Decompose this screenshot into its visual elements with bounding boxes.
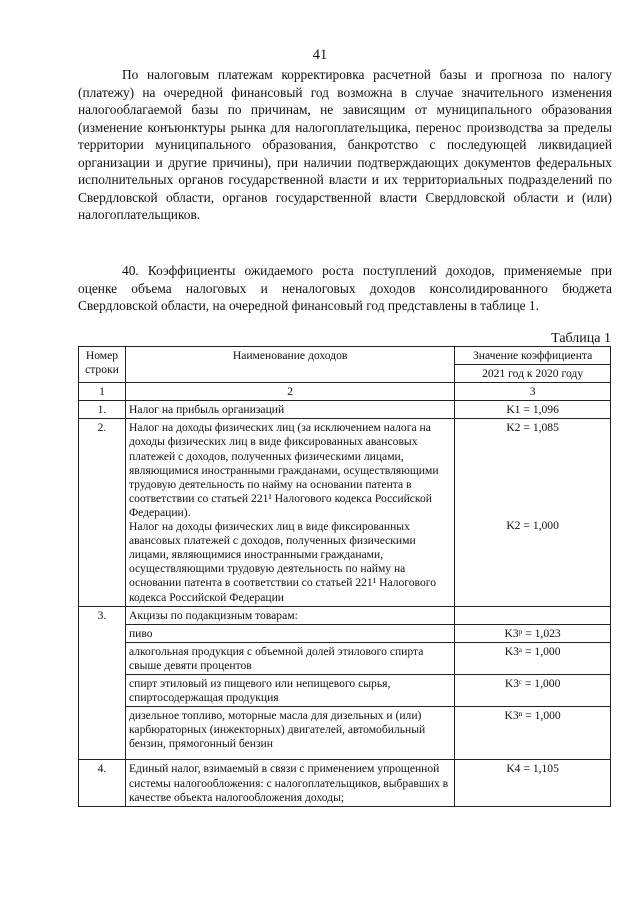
- header-coefficient-value: Значение коэффициента: [455, 347, 611, 365]
- coefficient-value: K4 = 1,105: [455, 760, 611, 806]
- income-name: [125, 419, 454, 606]
- table-header-row: [79, 347, 611, 365]
- table-row: [79, 760, 611, 806]
- income-name: Единый налог, взимаемый в связи с применением упрощенной системы налогообложения: с налогоплательщиков, выбравших в качестве объекта налогообложения доходы;: [125, 760, 454, 806]
- table-subrow: [79, 624, 611, 642]
- coefficient-value: K1 = 1,096: [455, 401, 611, 419]
- coefficient-value-b: K2 = 1,000: [506, 519, 559, 533]
- row-number: 3.: [79, 606, 126, 760]
- table-row: [79, 419, 611, 606]
- index-col-2: 2: [125, 383, 454, 401]
- header-year-ratio: 2021 год к 2020 году: [455, 365, 611, 383]
- coefficient-value: [455, 419, 611, 606]
- table-index-row: [79, 383, 611, 401]
- income-name: спирт этиловый из пищевого или непищевого сырья, спиртосодержащая продукция: [125, 674, 454, 706]
- table-subrow: [79, 707, 611, 760]
- income-name-part-b: Налог на доходы физических лиц в виде фиксированных авансовых платежей с доходов, полученных физическими лицами, являющимися иностранными гражданами, осуществляющими трудовую деятельность по найму на основании патента в соответствии со статьей 221¹ Налогового кодекса Российской Федерации: [128, 520, 437, 604]
- coefficient-value: K3ᵖ = 1,023: [455, 624, 611, 642]
- header-income-name: Наименование доходов: [125, 347, 454, 383]
- coefficients-table: [78, 346, 611, 807]
- income-name-part-a: Налог на доходы физических лиц (за исключением налога на доходы физических лиц в виде фиксированных авансовых платежей с доходов, полученных физическими лицами, являющимися иностранными гражданами, осуществляющими трудовую деятельность по найму на основании патента в соответствии со статьей 221¹ Налогового кодекса Российской Федерации).: [128, 421, 439, 519]
- income-name: дизельное топливо, моторные масла для дизельных и (или) карбюраторных (инжекторных) двигателей, автомобильный бензин, прямогонный бензин: [125, 707, 454, 760]
- header-row-number: Номер строки: [79, 347, 126, 383]
- table-subrow: [79, 642, 611, 674]
- row-number: 1.: [79, 401, 126, 419]
- coefficient-value: K3ᵃ = 1,000: [455, 642, 611, 674]
- income-name: Налог на прибыль организаций: [125, 401, 454, 419]
- table-caption: Таблица 1: [551, 331, 611, 346]
- row-number: 4.: [79, 760, 126, 806]
- table-subrow: [79, 674, 611, 706]
- income-name: пиво: [125, 624, 454, 642]
- income-name: Акцизы по подакцизным товарам:: [125, 606, 454, 624]
- coefficient-value: K3ᶜ = 1,000: [455, 674, 611, 706]
- table-row: [79, 401, 611, 419]
- paragraph-coefficients-intro: 40. Коэффициенты ожидаемого роста поступлений доходов, применяемые при оценке объема налоговых и неналоговых доходов консолидированного бюджета Свердловской области, на очередной финансовый год представлены в таблице 1.: [78, 263, 612, 313]
- index-col-1: 1: [79, 383, 126, 401]
- row-number: 2.: [79, 419, 126, 606]
- table-row: [79, 606, 611, 624]
- page-number: 41: [312, 47, 328, 63]
- coefficient-value-empty: [455, 606, 611, 624]
- coefficient-value: K3ⁿ = 1,000: [455, 707, 611, 760]
- paragraph-tax-base-adjustment: По налоговым платежам корректировка расчетной базы и прогноза по налогу (платежу) на очередной финансовый год возможна в случае значительного изменения налогооблагаемой базы по причинам, не зависящим от муниципального образования (изменение конъюнктуры рынка для налогоплательщика, перенос производства за пределы территории муниципального образования, банкротство с последующей ликвидацией организации и другие причины), при наличии подтверждающих документов федеральных исполнительных органов государственной власти и их территориальных подразделений по Свердловской области, органов государственной власти Свердловской области и (или) налогоплательщиков.: [78, 67, 612, 222]
- coefficient-value-a: K2 = 1,085: [506, 421, 559, 435]
- index-col-3: 3: [455, 383, 611, 401]
- income-name: алкогольная продукция с объемной долей этилового спирта свыше девяти процентов: [125, 642, 454, 674]
